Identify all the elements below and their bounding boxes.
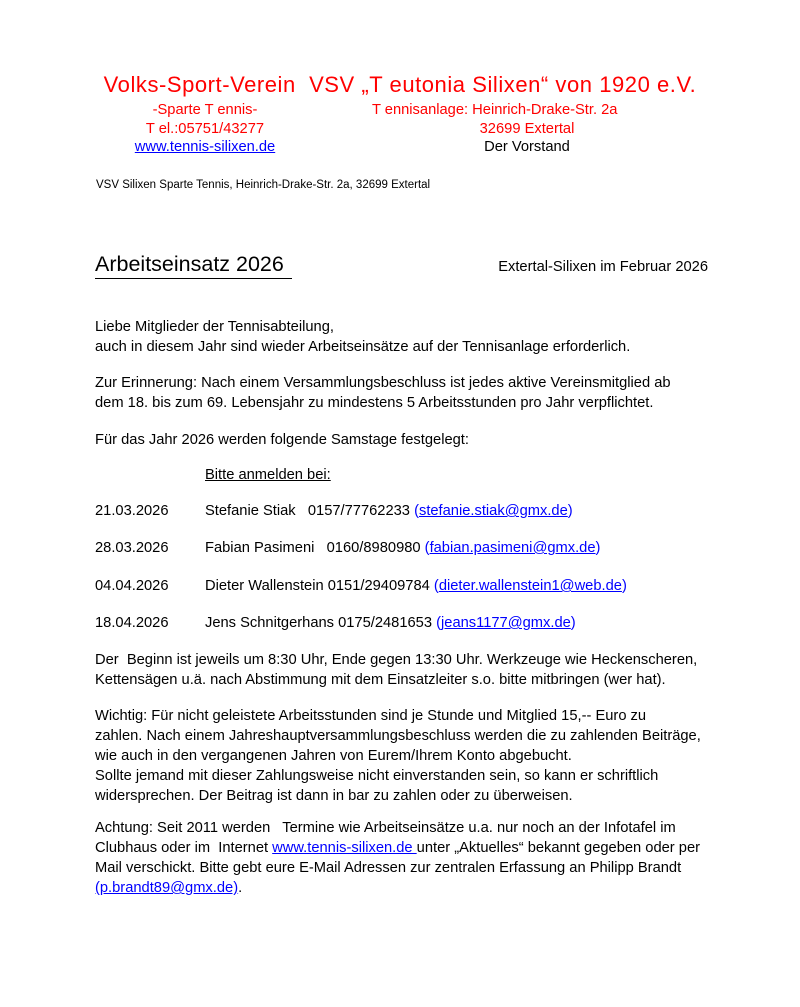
club-name: Volks-Sport-Verein VSV „T eutonia Silixen“ von 1920 e.V. <box>103 72 697 97</box>
email-link[interactable]: stefanie.stiak@gmx.de <box>418 503 568 519</box>
paren-open: ( <box>433 578 439 594</box>
info-notice-line <box>95 838 735 858</box>
info-notice-paragraph <box>95 818 735 898</box>
payment-notice-line: Sollte jemand mit dieser Zahlungsweise nicht einverstanden sein, so kann er schriftlich <box>95 768 659 784</box>
info-notice-line: Achtung: Seit 2011 werden Termine wie Arbeitseinsätze u.a. nur noch an der Infotafel im <box>95 820 676 836</box>
appointment-date: 04.04.2026 <box>95 578 169 594</box>
appointment-date: 18.04.2026 <box>95 615 169 631</box>
paren-open: ( <box>414 503 419 519</box>
info-notice-text: . <box>238 880 243 896</box>
appointment-contact: Jens Schnitgerhans 0175/2481653 <box>205 615 437 631</box>
email-link[interactable]: fabian.pasimeni@gmx.de <box>429 540 596 556</box>
schedule-intro-line: Für das Jahr 2026 werden folgende Samstage festgelegt: <box>95 432 469 448</box>
phone-line: T el.:05751/43277 <box>145 120 265 137</box>
letter-body <box>95 317 735 898</box>
appointment-contact: Fabian Pasimeni 0160/8980980 <box>205 540 425 556</box>
info-notice-line <box>95 878 735 898</box>
appointment-date: 21.03.2026 <box>95 503 169 519</box>
work-time-paragraph <box>95 650 735 690</box>
payment-notice-line: wie auch in den vergangenen Jahren von Eurem/Ihrem Konto abgebucht. <box>95 748 572 764</box>
reminder-line: dem 18. bis zum 69. Lebensjahr zu mindestens 5 Arbeitsstunden pro Jahr verpflichtet. <box>95 395 654 411</box>
info-notice-text: unter „Aktuelles“ bekannt gegeben oder per <box>416 840 701 856</box>
appointment-row <box>95 613 735 633</box>
facility-city: 32699 Extertal <box>479 120 575 137</box>
register-heading-block <box>95 465 735 485</box>
email-link[interactable]: dieter.wallenstein1@web.de <box>438 578 622 594</box>
website-link-inline[interactable]: www.tennis-silixen.de <box>272 840 417 856</box>
salutation-line: Liebe Mitglieder der Tennisabteilung, <box>95 319 334 335</box>
paren-open: ( <box>436 615 442 631</box>
register-heading: Bitte anmelden bei: <box>205 467 331 483</box>
appointment-contact: Dieter Wallenstein 0151/29409784 <box>205 578 434 594</box>
payment-notice-line: widersprechen. Der Beitrag ist dann in bar zu zahlen oder zu überweisen. <box>95 788 573 804</box>
salutation-line: auch in diesem Jahr sind wieder Arbeitseinsätze auf der Tennisanlage erforderlich. <box>95 339 631 355</box>
header-right-column <box>362 101 692 157</box>
reminder-paragraph <box>95 373 735 413</box>
paren-close: ) <box>595 540 601 556</box>
work-time-line: Der Beginn ist jeweils um 8:30 Uhr, Ende gegen 13:30 Uhr. Werkzeuge wie Heckenscheren, <box>95 652 698 668</box>
website-link[interactable]: www.tennis-silixen.de <box>134 139 276 155</box>
schedule-intro-paragraph <box>95 430 735 450</box>
appointment-row <box>95 576 735 596</box>
appointment-row <box>95 538 735 558</box>
info-notice-text: Clubhaus oder im Internet <box>95 840 273 856</box>
work-time-line: Kettensägen u.ä. nach Abstimmung mit dem Einsatzleiter s.o. bitte mitbringen (wer hat). <box>95 672 666 688</box>
reminder-line: Zur Erinnerung: Nach einem Versammlungsbeschluss ist jedes aktive Vereinsmitglied ab <box>95 375 671 391</box>
sender-address-line: VSV Silixen Sparte Tennis, Heinrich-Drake-Str. 2a, 32699 Extertal <box>96 179 431 191</box>
place-date: Extertal-Silixen im Februar 2026 <box>498 259 708 275</box>
appointment-row <box>95 501 735 521</box>
header-left-column <box>95 101 315 157</box>
email-link[interactable]: jeans1177@gmx.de <box>441 615 571 631</box>
signature-board: Der Vorstand <box>484 139 570 155</box>
appointment-date: 28.03.2026 <box>95 540 169 556</box>
paren-close: ) <box>621 578 627 594</box>
subject-row <box>95 252 708 279</box>
payment-notice-line: Wichtig: Für nicht geleistete Arbeitsstunden sind je Stunde und Mitglied 15,-- Euro zu <box>95 708 647 724</box>
payment-notice-paragraph <box>95 706 735 806</box>
paren-close: ) <box>570 615 576 631</box>
division-line: -Sparte T ennis- <box>152 102 258 118</box>
payment-notice-line: zahlen. Nach einem Jahreshauptversammlungsbeschluss werden die zu zahlenden Beiträge, <box>95 728 701 744</box>
facility-address: T ennisanlage: Heinrich-Drake-Str. 2a <box>372 102 618 118</box>
paren-open: ( <box>424 540 430 556</box>
salutation-paragraph <box>95 317 735 357</box>
info-notice-line: Mail verschickt. Bitte gebt eure E-Mail Adressen zur zentralen Erfassung an Philipp Brandt <box>95 860 682 876</box>
subject-title: Arbeitseinsatz 2026 <box>95 252 292 279</box>
appointment-contact: Stefanie Stiak 0157/77762233 <box>205 503 415 519</box>
paren-close: ) <box>567 503 573 519</box>
email-link-brandt[interactable]: (p.brandt89@gmx.de) <box>95 880 239 896</box>
